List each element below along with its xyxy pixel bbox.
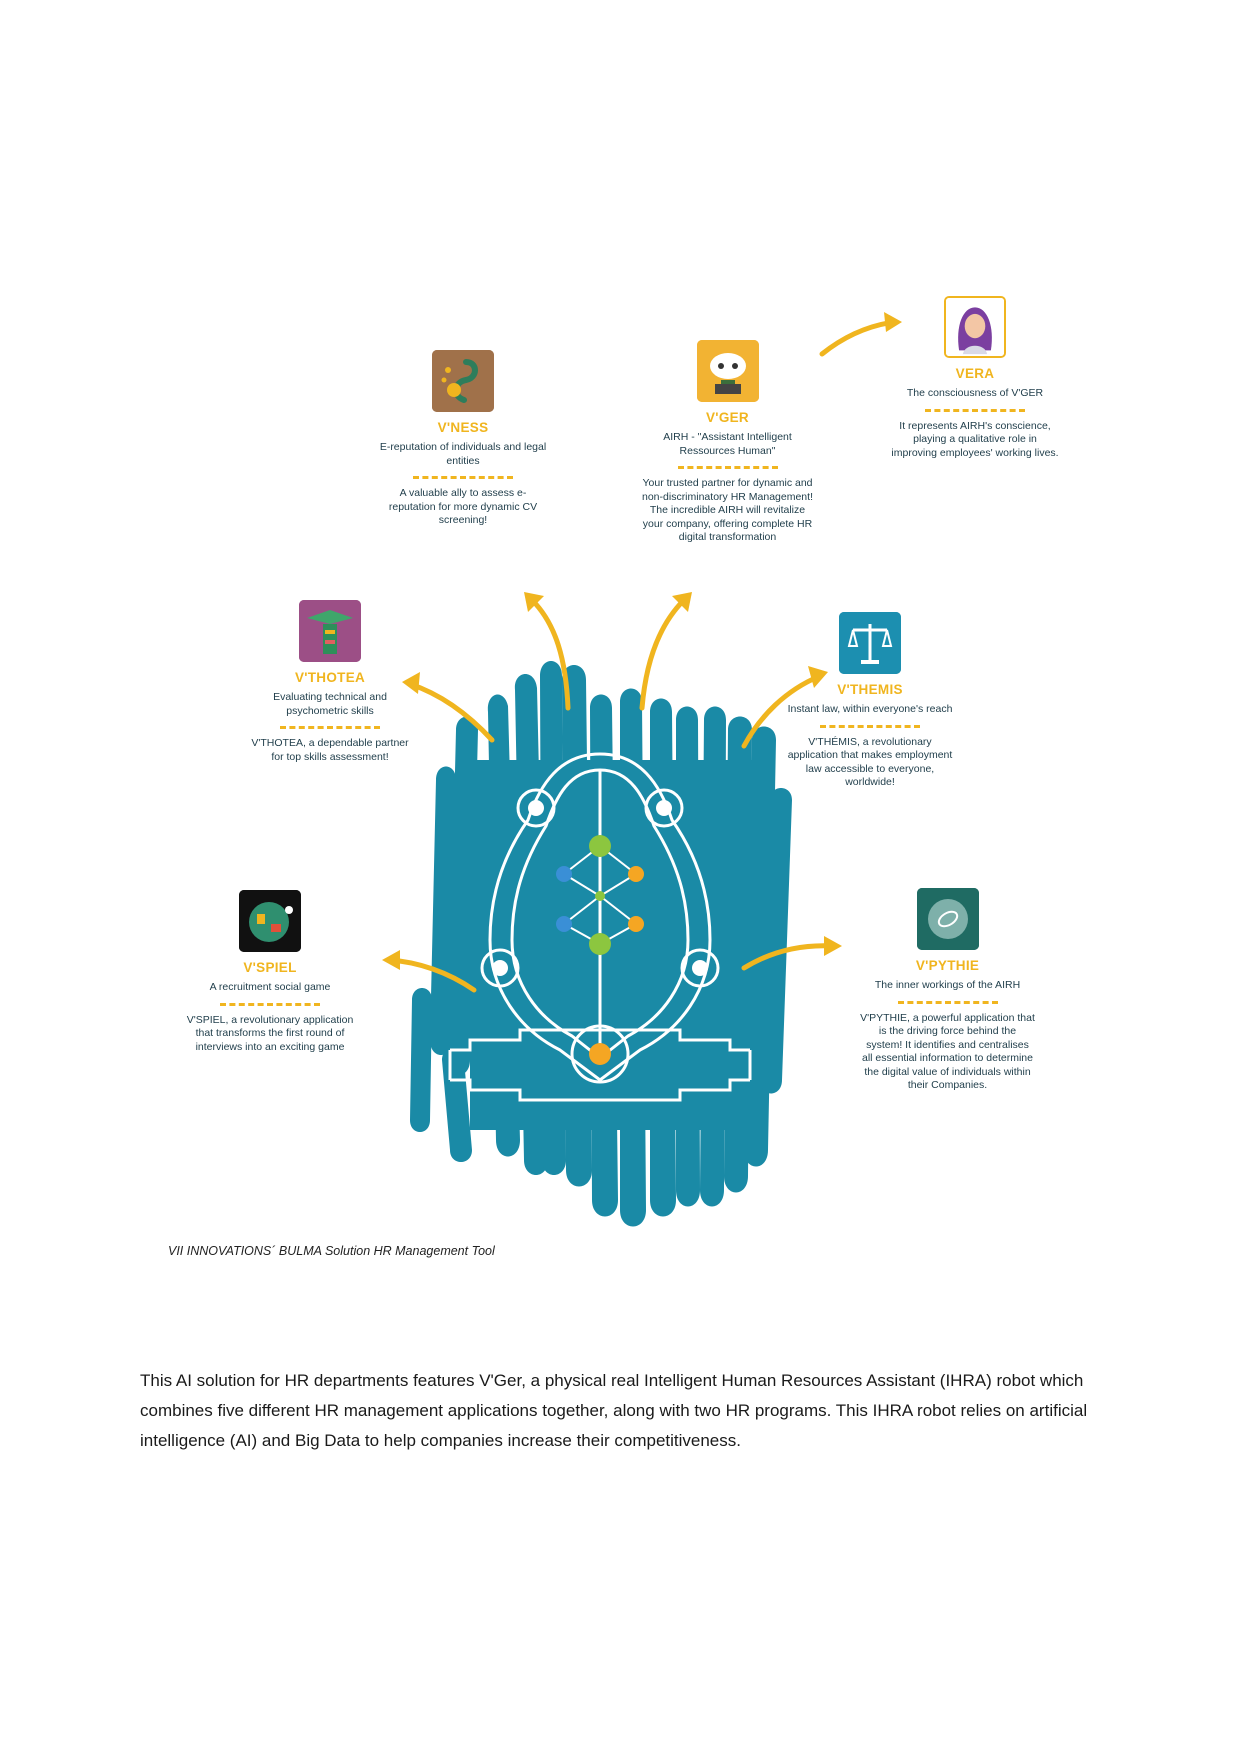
node-green-bottom [589, 933, 611, 955]
arrow-to-vera [822, 322, 894, 354]
vger-divider [678, 466, 778, 469]
node-orange-right-bottom [628, 916, 644, 932]
node-orange-right-top [628, 866, 644, 882]
vthotea-subtitle: Evaluating technical and psychometric skills [273, 691, 387, 717]
vthemis-title: V'THEMIS [837, 682, 903, 697]
vthemis-subtitle: Instant law, within everyone's reach [787, 703, 953, 715]
scales-of-justice-icon [839, 612, 901, 674]
vthemis-divider [820, 725, 920, 728]
node-green-top [589, 835, 611, 857]
vspiel-divider [220, 1003, 320, 1006]
node-green-center [595, 891, 605, 901]
vspiel-description: V'SPIEL, a revolutionary application that transforms the first round of interviews into an exciting game [186, 1013, 354, 1053]
module-vera [890, 296, 1060, 460]
vthemis-description: V'THÉMIS, a revolutionary application that makes employment law accessible to everyone, worldwide! [787, 735, 953, 788]
vger-title: V'GER [706, 410, 749, 425]
module-vger [640, 340, 815, 545]
vpythie-title: V'PYTHIE [915, 958, 980, 973]
figure-caption: VII INNOVATIONS´ BULMA Solution HR Management Tool [168, 1244, 495, 1258]
vspiel-subtitle: A recruitment social game [209, 981, 331, 993]
vthotea-title: V'THOTEA [294, 670, 366, 685]
module-vness [378, 350, 548, 528]
snake-logo-icon [432, 350, 494, 412]
vera-subtitle: The consciousness of V'GER [906, 387, 1044, 399]
vthotea-description: V'THOTEA, a dependable partner for top skills assessment! [251, 737, 409, 763]
vness-divider [413, 476, 513, 479]
robot-icon [697, 340, 759, 402]
vpythie-divider [898, 1001, 998, 1004]
module-vpythie [860, 888, 1035, 1093]
node-blue-left-top [556, 866, 572, 882]
crystal-ball-icon [917, 888, 979, 950]
vness-title: V'NESS [437, 420, 489, 435]
vera-divider [925, 409, 1025, 412]
arrow-to-vger [642, 600, 684, 708]
vspiel-title: V'SPIEL [243, 960, 297, 975]
arrow-to-vthotea [410, 684, 492, 740]
node-blue-left-bottom [556, 916, 572, 932]
vpythie-description: V'PYTHIE, a powerful application that is the driving force behind the system! It identifies and centralises all essential information to determine the digital value of individuals within their Companies. [860, 1011, 1035, 1091]
vness-subtitle: E-reputation of individuals and legal entities [379, 441, 547, 467]
vthotea-divider [280, 726, 380, 729]
totem-icon [299, 600, 361, 662]
vera-title: VERA [955, 366, 995, 381]
vera-description: It represents AIRH's conscience, playing a qualitative role in improving employees' working lives. [891, 419, 1059, 459]
woman-avatar-icon [944, 296, 1006, 358]
module-vspiel [185, 890, 355, 1054]
vness-description: A valuable ally to assess e-reputation for more dynamic CV screening! [388, 487, 538, 526]
node-orange-base [589, 1043, 611, 1065]
vpythie-subtitle: The inner workings of the AIRH [874, 979, 1021, 991]
body-paragraph: This AI solution for HR departments features V'Ger, a physical real Intelligent Human Resources Assistant (IHRA) robot which combines five different HR management applications together, along with two HR programs. This IHRA robot relies on artificial intelligence (AI) and Big Data to help companies increase their competitiveness. [140, 1371, 1088, 1450]
module-vthotea [245, 600, 415, 764]
vger-subtitle: AIRH - "Assistant Intelligent Ressources Human" [663, 431, 792, 457]
module-vthemis [785, 612, 955, 790]
vger-description: Your trusted partner for dynamic and non-discriminatory HR Management! The incredible AIRH will revitalize your company, offering complete HR digital transformation [642, 477, 813, 543]
game-world-icon [239, 890, 301, 952]
